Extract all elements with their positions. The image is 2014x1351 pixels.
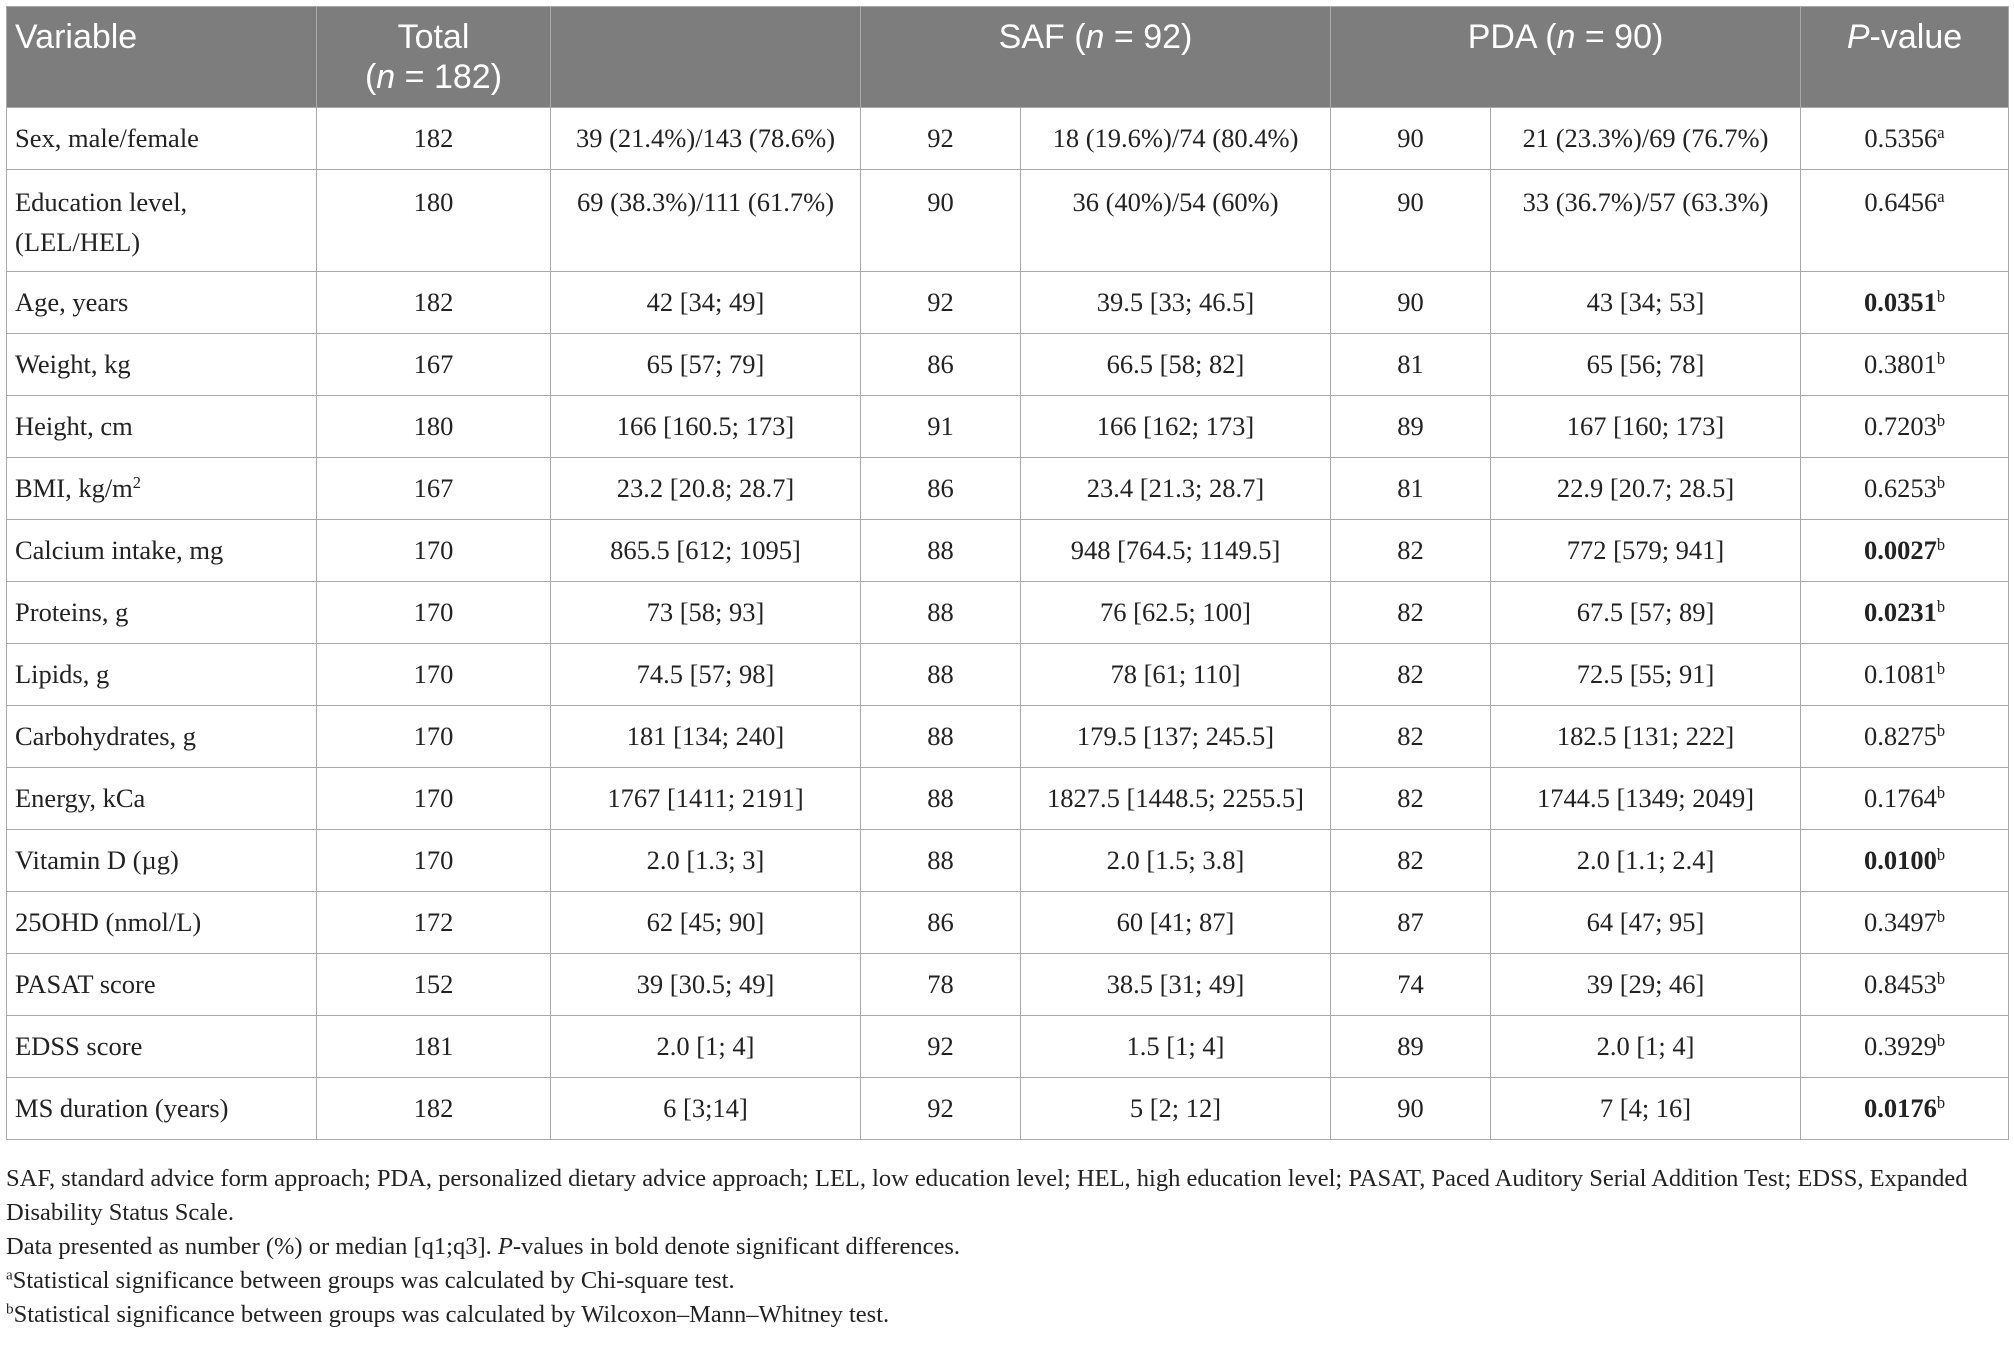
table-row [7,954,2009,1016]
header-total-label: Total [397,18,470,56]
cell-total-value: 2.0 [1; 4] [551,1016,861,1078]
cell-variable: 25OHD (nmol/L) [7,892,317,954]
cell-pda-value: 7 [4; 16] [1491,1078,1801,1140]
header-total-n: (n = 182) [364,58,503,96]
cell-saf-value: 18 (19.6%)/74 (80.4%) [1021,108,1331,170]
cell-saf-value: 23.4 [21.3; 28.7] [1021,458,1331,520]
header-p-value: P-value [1801,7,2009,108]
cell-pda-value: 64 [47; 95] [1491,892,1801,954]
cell-total-value: 2.0 [1.3; 3] [551,830,861,892]
cell-saf-n: 88 [861,768,1021,830]
cell-variable: PASAT score [7,954,317,1016]
cell-pda-value: 182.5 [131; 222] [1491,706,1801,768]
cell-saf-value: 60 [41; 87] [1021,892,1331,954]
header-pda-label: PDA [1467,18,1536,56]
cell-pda-n: 82 [1331,768,1491,830]
cell-p-value: 0.0351$^b$ [1801,272,2009,334]
cell-total-value: 23.2 [20.8; 28.7] [551,458,861,520]
header-total [317,7,551,108]
cell-p-value: 0.0027$^b$ [1801,520,2009,582]
table-row [7,892,2009,954]
cell-saf-value: 78 [61; 110] [1021,644,1331,706]
cell-pda-n: 90 [1331,272,1491,334]
cell-variable: Energy, kCa [7,768,317,830]
cell-pda-n: 81 [1331,458,1491,520]
cell-total-value: 74.5 [57; 98] [551,644,861,706]
cell-pda-value: 22.9 [20.7; 28.5] [1491,458,1801,520]
cell-total-value: 42 [34; 49] [551,272,861,334]
cell-p-value: 0.1081$^b$ [1801,644,2009,706]
cell-saf-value: 166 [162; 173] [1021,396,1331,458]
cell-saf-n: 91 [861,396,1021,458]
cell-saf-n: 92 [861,108,1021,170]
header-pda-n: (n = 90) [1545,18,1664,56]
cell-p-value: 0.3929$^b$ [1801,1016,2009,1078]
cell-variable: Weight, kg [7,334,317,396]
cell-pda-n: 82 [1331,520,1491,582]
table-row [7,582,2009,644]
cell-variable: Age, years [7,272,317,334]
cell-p-value: 0.1764$^b$ [1801,768,2009,830]
header-saf-label: SAF [998,18,1065,56]
cell-total-n: 167 [317,334,551,396]
table-footnotes [6,1162,2008,1332]
cell-pda-n: 89 [1331,396,1491,458]
cell-saf-n: 88 [861,520,1021,582]
cell-saf-value: 2.0 [1.5; 3.8] [1021,830,1331,892]
cell-total-value: 73 [58; 93] [551,582,861,644]
cell-pda-n: 82 [1331,706,1491,768]
cell-saf-value: 1.5 [1; 4] [1021,1016,1331,1078]
table-row [7,108,2009,170]
cell-saf-n: 88 [861,582,1021,644]
cell-p-value: 0.3497$^b$ [1801,892,2009,954]
table-row [7,334,2009,396]
cell-pda-value: 1744.5 [1349; 2049] [1491,768,1801,830]
cell-total-value: 39 [30.5; 49] [551,954,861,1016]
cell-pda-n: 90 [1331,108,1491,170]
cell-total-n: 170 [317,706,551,768]
cell-total-n: 180 [317,396,551,458]
cell-total-value: 65 [57; 79] [551,334,861,396]
cell-total-value: 62 [45; 90] [551,892,861,954]
table-row [7,520,2009,582]
cell-saf-value: 1827.5 [1448.5; 2255.5] [1021,768,1331,830]
cell-saf-n: 88 [861,644,1021,706]
cell-total-n: 167 [317,458,551,520]
cell-saf-n: 90 [861,170,1021,272]
cell-total-value: 6 [3;14] [551,1078,861,1140]
cell-p-value: 0.8275$^b$ [1801,706,2009,768]
cell-p-value: 0.6456$^a$ [1801,170,2009,272]
cell-total-n: 182 [317,1078,551,1140]
header-saf [861,7,1331,108]
cell-variable: Sex, male/female [7,108,317,170]
cell-total-n: 170 [317,768,551,830]
cell-saf-value: 5 [2; 12] [1021,1078,1331,1140]
cell-saf-n: 86 [861,892,1021,954]
cell-pda-value: 2.0 [1.1; 2.4] [1491,830,1801,892]
cell-saf-n: 78 [861,954,1021,1016]
cell-pda-n: 90 [1331,170,1491,272]
table-row [7,170,2009,272]
cell-total-value: 865.5 [612; 1095] [551,520,861,582]
table-row [7,706,2009,768]
cell-saf-value: 179.5 [137; 245.5] [1021,706,1331,768]
cell-pda-n: 82 [1331,582,1491,644]
cell-p-value: 0.6253$^b$ [1801,458,2009,520]
cell-total-value: 181 [134; 240] [551,706,861,768]
cell-variable: BMI, $kg/m^2$ [7,458,317,520]
cell-pda-value: 72.5 [55; 91] [1491,644,1801,706]
table-row [7,272,2009,334]
table-container [6,6,2008,1140]
cell-saf-value: 948 [764.5; 1149.5] [1021,520,1331,582]
table-row [7,1078,2009,1140]
table-row [7,458,2009,520]
cell-saf-n: 92 [861,1016,1021,1078]
cell-total-n: 170 [317,830,551,892]
cell-total-n: 170 [317,582,551,644]
cell-saf-n: 86 [861,458,1021,520]
cell-saf-n: 86 [861,334,1021,396]
cell-p-value: 0.7203$^b$ [1801,396,2009,458]
header-row [7,7,2009,108]
table-row [7,768,2009,830]
cell-variable: Height, cm [7,396,317,458]
cell-pda-value: 33 (36.7%)/57 (63.3%) [1491,170,1801,272]
cell-pda-n: 81 [1331,334,1491,396]
cell-variable: Proteins, g [7,582,317,644]
header-pda [1331,7,1801,108]
cell-pda-value: 772 [579; 941] [1491,520,1801,582]
cell-total-n: 152 [317,954,551,1016]
cell-pda-value: 67.5 [57; 89] [1491,582,1801,644]
cell-total-n: 172 [317,892,551,954]
table-row [7,396,2009,458]
cell-saf-value: 36 (40%)/54 (60%) [1021,170,1331,272]
cell-total-value: 69 (38.3%)/111 (61.7%) [551,170,861,272]
cell-saf-n: 88 [861,830,1021,892]
cell-variable: MS duration (years) [7,1078,317,1140]
cell-total-value: 166 [160.5; 173] [551,396,861,458]
cell-p-value: 0.3801$^b$ [1801,334,2009,396]
cell-variable: Vitamin D (µg) [7,830,317,892]
cell-total-n: 180 [317,170,551,272]
cell-saf-value: 38.5 [31; 49] [1021,954,1331,1016]
cell-saf-n: 92 [861,1078,1021,1140]
cell-variable: Carbohydrates, g [7,706,317,768]
footnote-abbreviations: SAF, standard advice form approach; PDA, personalized dietary advice approach; LEL, low education level; HEL, high education level; PASAT, Paced Auditory Serial Addition Test; EDSS, Expanded Disability Status Scale. [6,1165,1968,1226]
cell-saf-value: 39.5 [33; 46.5] [1021,272,1331,334]
table-header [7,7,2009,108]
table-row [7,644,2009,706]
cell-p-value: 0.5356$^a$ [1801,108,2009,170]
cell-pda-value: 2.0 [1; 4] [1491,1016,1801,1078]
cell-variable: EDSS score [7,1016,317,1078]
cell-total-value: 1767 [1411; 2191] [551,768,861,830]
cell-p-value: 0.0100$^b$ [1801,830,2009,892]
cell-pda-n: 74 [1331,954,1491,1016]
header-total-values [551,7,861,108]
cell-total-n: 182 [317,108,551,170]
cell-pda-value: 39 [29; 46] [1491,954,1801,1016]
cell-total-n: 181 [317,1016,551,1078]
table-row [7,830,2009,892]
footnote-b: $^b$Statistical significance between groups was calculated by Wilcoxon–Mann–Whitney test. [6,1300,890,1328]
cell-pda-n: 87 [1331,892,1491,954]
cell-total-n: 182 [317,272,551,334]
cell-variable: Lipids, g [7,644,317,706]
baseline-characteristics-table [6,6,2009,1140]
cell-variable: Education level, (LEL/HEL) [7,170,317,272]
cell-total-n: 170 [317,644,551,706]
cell-saf-value: 76 [62.5; 100] [1021,582,1331,644]
cell-variable: Calcium intake, mg [7,520,317,582]
table-row [7,1016,2009,1078]
cell-pda-n: 89 [1331,1016,1491,1078]
header-saf-n: (n = 92) [1074,18,1193,56]
cell-p-value: 0.0231$^b$ [1801,582,2009,644]
header-variable: Variable [7,7,317,108]
cell-p-value: 0.0176$^b$ [1801,1078,2009,1140]
cell-total-value: 39 (21.4%)/143 (78.6%) [551,108,861,170]
table-body [7,108,2009,1140]
cell-pda-value: 65 [56; 78] [1491,334,1801,396]
footnote-data-note: Data presented as number (%) or median [q1;q3]. P-values in bold denote significant differences. [6,1233,961,1260]
cell-saf-n: 92 [861,272,1021,334]
footnote-a: $^a$Statistical significance between groups was calculated by Chi-square test. [6,1266,735,1294]
cell-pda-n: 90 [1331,1078,1491,1140]
cell-pda-value: 167 [160; 173] [1491,396,1801,458]
cell-saf-value: 66.5 [58; 82] [1021,334,1331,396]
cell-p-value: 0.8453$^b$ [1801,954,2009,1016]
cell-pda-n: 82 [1331,830,1491,892]
cell-total-n: 170 [317,520,551,582]
cell-saf-n: 88 [861,706,1021,768]
cell-pda-value: 21 (23.3%)/69 (76.7%) [1491,108,1801,170]
cell-pda-value: 43 [34; 53] [1491,272,1801,334]
cell-pda-n: 82 [1331,644,1491,706]
